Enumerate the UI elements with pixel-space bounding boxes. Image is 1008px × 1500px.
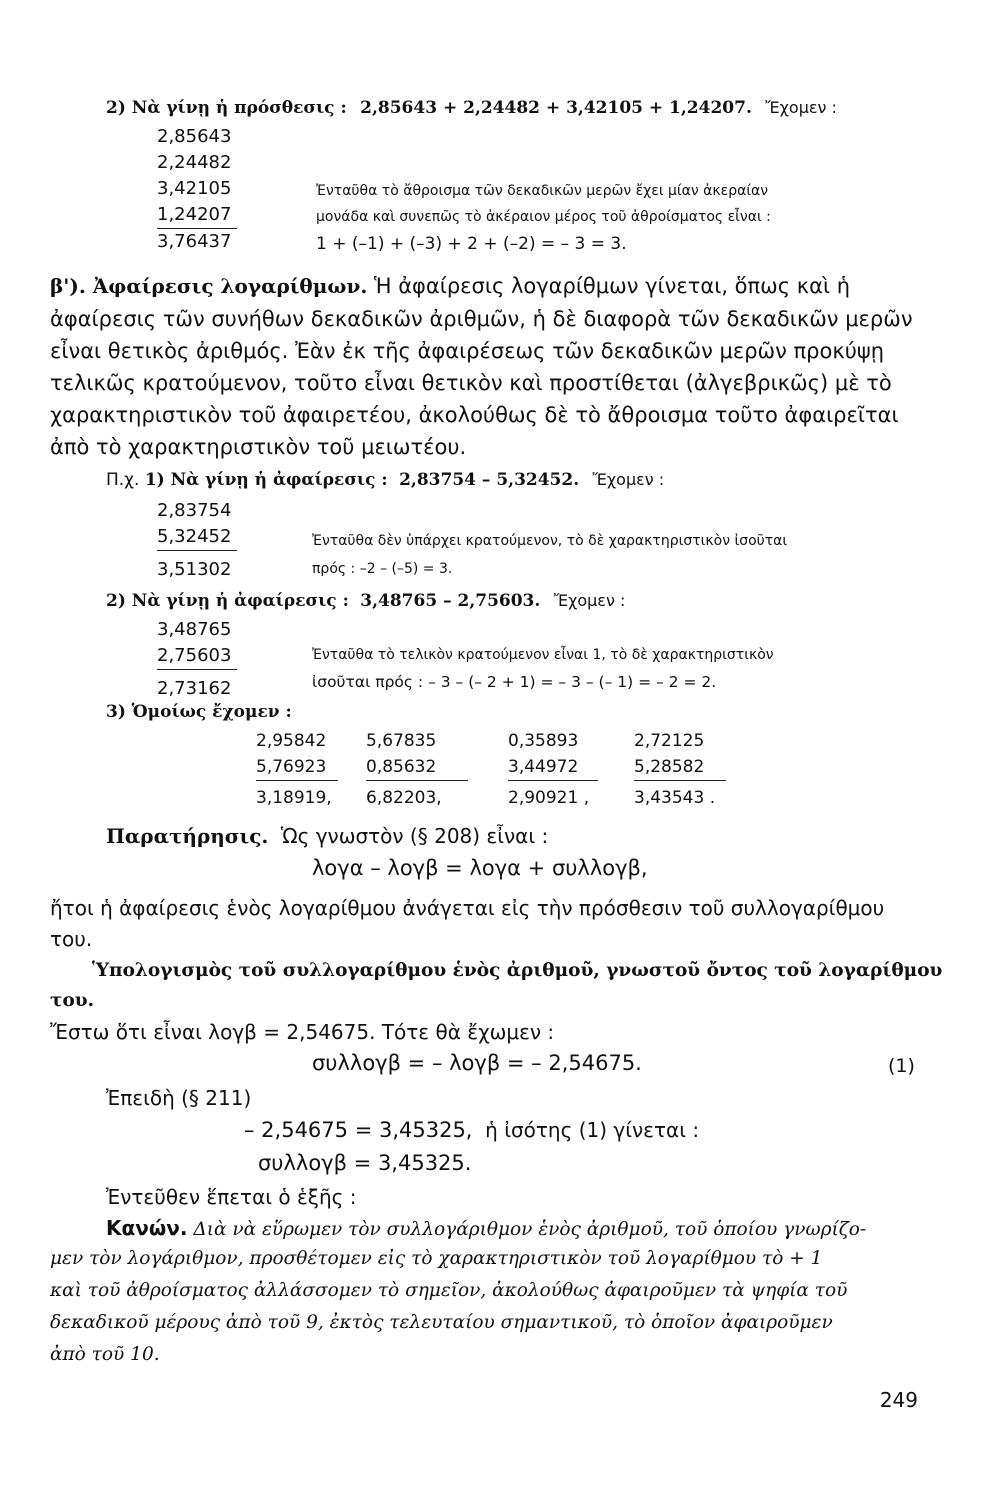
subtraction-example-2-note-2: ἰσοῦται πρός : – 3 – (– 2 + 1) = – 3 – (– 1) = – 2 = 2. <box>312 673 717 691</box>
subtrahend-3a: 5,76923 <box>256 754 338 781</box>
subtrahend-2: 2,75603 <box>157 643 237 670</box>
subtraction-example-1-column <box>157 498 237 583</box>
remark-intro-line <box>106 824 548 848</box>
addition-note-line-1: Ἐνταῦθα τὸ ἄθροισμα τῶν δεκαδικῶν μερῶν ἔχει μίαν ἀκεραίαν <box>316 183 769 199</box>
subtrahend-3d: 5,28582 <box>634 754 726 781</box>
rule-text-line-4: δεκαδικοῦ μέρους ἀπὸ τοῦ 9, ἐκτὸς τελευταίου σημαντικοῦ, τὸ ὁποῖον ἀφαιροῦμεν <box>50 1312 833 1333</box>
remark-text-line-2: του. <box>50 927 93 951</box>
rule-text-line-1: Διὰ νὰ εὕρωμεν τὸν συλλογάριθμον ἑνὸς ἀριθμοῦ, τοῦ ὁποίου γνωρίζο- <box>193 1219 867 1240</box>
subtraction-example-3-col-4 <box>634 728 726 811</box>
subtraction-section-first-line <box>50 271 850 302</box>
difference-2: 2,73162 <box>157 678 232 699</box>
subtraction-text-line-5: χαρακτηριστικὸν τοῦ ἀφαιρετέου, ἀκολούθως δὲ τὸ ἄθροισμα τοῦτο ἀφαιρεῖται <box>50 403 899 427</box>
minuend-1: 2,83754 <box>157 500 232 521</box>
subtraction-example-2-have: Ἔχομεν : <box>553 591 626 610</box>
subtraction-example-2-label: 2) Νὰ γίνῃ ἡ ἀφαίρεσις : <box>106 591 349 611</box>
rule-label: Κανών. <box>106 1216 188 1240</box>
subtraction-example-1-have: Ἔχομεν : <box>592 470 665 489</box>
addition-example-heading <box>106 98 837 118</box>
remark-intro: Ὡς γνωστὸν (§ 208) εἶναι : <box>280 824 549 848</box>
rule-text-line-5: ἀπὸ τοῦ 10. <box>50 1344 160 1365</box>
cologarithm-heading-line-2: του. <box>50 990 95 1011</box>
difference-3c: 2,90921 , <box>508 788 590 808</box>
minuend-3b: 5,67835 <box>366 731 437 751</box>
subtraction-example-3-label: 3) Ὁμοίως ἔχομεν : <box>106 702 292 722</box>
subtraction-example-1-label: 1) Νὰ γίνῃ ἡ ἀφαίρεσις : <box>144 470 388 490</box>
equation-2-continuation: ἡ ἰσότης (1) γίνεται : <box>485 1118 700 1142</box>
subtraction-example-1-note-1: Ἐνταῦθα δὲν ὑπάρχει κρατούμενον, τὸ δὲ χαρακτηριστικὸν ἰσοῦται <box>312 533 788 549</box>
rule-text-line-3: καὶ τοῦ ἀθροίσματος ἀλλάσσομεν τὸ σημεῖον, ἀκολούθως ἀφαιροῦμεν τὰ ψηφία τοῦ <box>50 1280 848 1301</box>
addition-column <box>157 124 237 255</box>
addition-heading-label: 2) Νὰ γίνῃ ἡ πρόσθεσις : <box>106 98 347 118</box>
equation-2: – 2,54675 = 3,45325, <box>244 1118 473 1142</box>
page-number: 249 <box>879 1388 918 1412</box>
subtraction-text-line-1: Ἡ ἀφαίρεσις λογαρίθμων γίνεται, ὅπως καὶ ἡ <box>373 274 851 298</box>
subtraction-example-2-note-1: Ἐνταῦθα τὸ τελικὸν κρατούμενον εἶναι 1, τὸ δὲ χαρακτηριστικὸν <box>312 647 774 663</box>
difference-3a: 3,18919, <box>256 788 332 808</box>
difference-3b: 6,82203, <box>366 788 442 808</box>
subtrahend-3b: 0,85632 <box>366 754 468 781</box>
addend-1: 2,85643 <box>157 126 232 147</box>
addition-note-line-3: 1 + (–1) + (–3) + 2 + (–2) = – 3 = 3. <box>316 234 627 254</box>
equation-1-number: (1) <box>888 1055 915 1077</box>
subtraction-example-2-column <box>157 617 237 702</box>
minuend-3a: 2,95842 <box>256 731 327 751</box>
addition-have-label: Ἔχομεν : <box>765 98 837 117</box>
example-prefix: Π.χ. <box>106 470 140 490</box>
addition-note-line-2: μονάδα καὶ συνεπῶς τὸ ἀκέραιον μέρος τοῦ ἀθροίσματος εἶναι : <box>316 209 771 225</box>
minuend-3c: 0,35893 <box>508 731 579 751</box>
rule-first-line <box>106 1216 866 1240</box>
equation-2-line <box>244 1118 699 1142</box>
subtraction-example-1-note-2: πρός : –2 – (–5) = 3. <box>312 561 453 577</box>
difference-1: 3,51302 <box>157 559 232 580</box>
difference-3d: 3,43543 . <box>634 788 716 808</box>
cologarithm-heading-line-1: Ὑπολογισμὸς τοῦ συλλογαρίθμου ἑνὸς ἀριθμοῦ, γνωστοῦ ὄντος τοῦ λογαρίθμου <box>92 960 943 981</box>
since-statement: Ἐπειδὴ (§ 211) <box>106 1086 252 1110</box>
subtraction-section-heading: β'). Ἀφαίρεσις λογαρίθμων. <box>50 274 368 298</box>
remark-label: Παρατήρησις. <box>106 824 269 848</box>
minuend-3d: 2,72125 <box>634 731 705 751</box>
subtraction-example-1-expression: 2,83754 – 5,32452. <box>399 470 580 490</box>
minuend-2: 3,48765 <box>157 619 232 640</box>
subtraction-example-3-heading <box>106 702 292 722</box>
rule-text-line-2: μεν τὸν λογάριθμον, προσθέτομεν εἰς τὸ χαρακτηριστικὸν τοῦ λογαρίθμου τὸ + 1 <box>50 1248 823 1269</box>
subtraction-example-2-heading <box>106 591 625 611</box>
subtraction-example-3-col-2 <box>366 728 468 811</box>
subtraction-text-line-4: τελικῶς κρατούμενον, τοῦτο εἶναι θετικὸν καὶ προστίθεται (ἀλγεβρικῶς) μὲ τὸ <box>50 371 892 395</box>
addend-2: 2,24482 <box>157 152 232 173</box>
subtraction-example-1-heading <box>106 470 664 490</box>
remark-formula: λογα – λογβ = λογα + συλλογβ, <box>312 856 648 880</box>
subtraction-text-line-2: ἀφαίρεσις τῶν συνήθων δεκαδικῶν ἀριθμῶν, ἡ δὲ διαφορὰ τῶν δεκαδικῶν μερῶν <box>50 307 913 331</box>
follows-statement: Ἐντεῦθεν ἕπεται ὁ ἑξῆς : <box>106 1185 357 1209</box>
addition-expression: 2,85643 + 2,24482 + 3,42105 + 1,24207. <box>360 98 752 118</box>
let-statement: Ἔστω ὅτι εἶναι λογβ = 2,54675. Τότε θὰ ἔχωμεν : <box>50 1020 555 1044</box>
subtrahend-3c: 3,44972 <box>508 754 598 781</box>
subtraction-example-3-col-1 <box>256 728 338 811</box>
subtraction-example-3-col-3 <box>508 728 598 811</box>
subtraction-example-2-expression: 3,48765 – 2,75603. <box>360 591 541 611</box>
equation-3: συλλογβ = 3,45325. <box>258 1151 472 1175</box>
addend-4: 1,24207 <box>157 202 237 229</box>
remark-text-line-1: ἤτοι ἡ ἀφαίρεσις ἑνὸς λογαρίθμου ἀνάγεται εἰς τὴν πρόσθεσιν τοῦ συλλογαρίθμου <box>50 896 885 920</box>
equation-1: συλλογβ = – λογβ = – 2,54675. <box>312 1051 642 1075</box>
addend-3: 3,42105 <box>157 178 232 199</box>
subtrahend-1: 5,32452 <box>157 524 237 551</box>
subtraction-text-line-3: εἶναι θετικὸς ἀριθμός. Ἐὰν ἐκ τῆς ἀφαιρέσεως τῶν δεκαδικῶν μερῶν προκύψῃ <box>50 339 885 363</box>
subtraction-text-line-6: ἀπὸ τὸ χαρακτηριστικὸν τοῦ μειωτέου. <box>50 435 467 459</box>
addition-sum: 3,76437 <box>157 231 232 252</box>
